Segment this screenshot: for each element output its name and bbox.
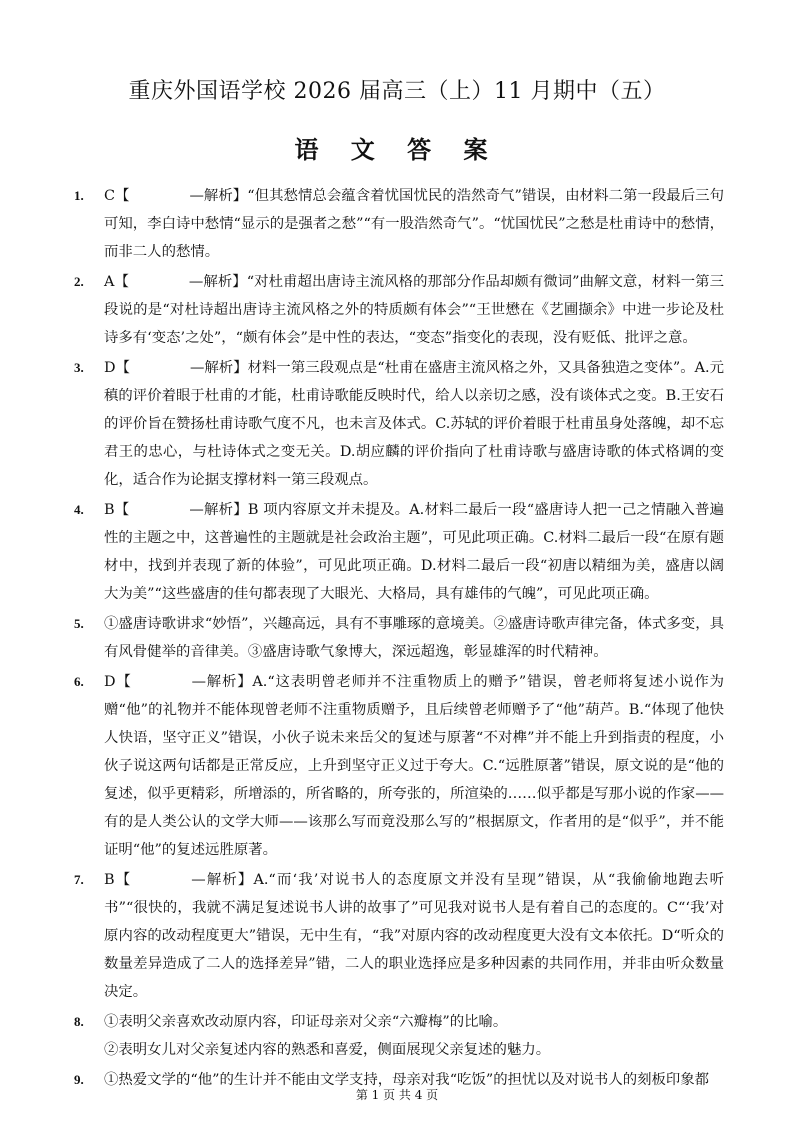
answer-number: 2. [74,274,84,289]
answer-item [74,1008,724,1064]
answer-item [74,354,724,494]
answer-body: ①热爱文学的“他”的生计并不能由文学支持，母亲对我“吃饭”的担忧以及对说书人的刻板印象都 [104,1072,710,1088]
answer-body: —解析】A.“而‘我’对说书人的态度原文并没有呈现”错误，从“我偷偷地跑去听书”“很快的，我就不满足复述说书人讲的故事了”可见我对说书人是有着自己的态度的。C“‘我’对原内容的改动程度更大”错误，无中生有，“我”对原内容的改动程度更大没有文本依托。D“听众的数量差异造成了二人的选择差异”错，二人的职业选择应是多种因素的共同作用，并非由听众数量决定。 [104,872,724,1000]
answer-body-second: ②表明女儿对父亲复述内容的熟悉和喜爱，侧面展现父亲复述的魅力。 [104,1042,551,1058]
answer-text [104,1008,724,1064]
answer-body: —解析】B 项内容原文并未提及。A.材料二最后一段“盛唐诗人把一己之情融入普遍性的主题之中，这普遍性的主题就是社会政治主题”，可见此项正确。C.材料二最后一段“在原有题材中，找到并表现了新的体验”，可见此项正确。D.材料二最后一段“初唐以精细为美，盛唐以阔大为美”“这些盛唐的佳句都表现了大眼光、大格局，具有雄伟的气魄”，可见此项正确。 [104,502,724,602]
answer-item [74,496,724,608]
answer-text [104,268,724,352]
answer-item [74,182,724,266]
answer-body: ①表明父亲喜欢改动原内容，印证母亲对父亲“六瓣梅”的比喻。 [104,1014,508,1030]
answer-body: ①盛唐诗歌讲求“妙悟”，兴趣高远，具有不事雕琢的意境美。②盛唐诗歌声律完备，体式多变，具有风骨健举的音律美。③盛唐诗歌气象博大，深远超逸，彰显雄浑的时代精神。 [104,616,724,660]
answer-body: —解析】“但其愁情总会蕴含着忧国忧民的浩然奇气”错误，由材料二第一段最后三句可知，李白诗中愁情“显示的是强者之愁”“有一股浩然奇气”。“忧国忧民”之愁是杜甫诗中的愁情，而非二人的愁情。 [104,188,724,260]
answer-number: 8. [74,1014,84,1029]
answer-body: —解析】“对杜甫超出唐诗主流风格的那部分作品却颇有微词”曲解文意，材料一第三段说的是“对杜诗超出唐诗主流风格之外的特质颇有体会”“王世懋在《艺圃撷余》中进一步论及杜诗多有‘变态’之处”，“颇有体会”是中性的表达，“变态”指变化的表现，没有贬低、批评之意。 [104,274,724,346]
answer-choice: C【 [104,188,130,204]
answer-item [74,268,724,352]
answer-number: 4. [74,502,84,517]
answer-number: 1. [74,188,84,203]
answer-choice: B【 [104,502,130,518]
answer-text [104,866,724,1006]
document-subtitle: 语 文 答 案 [294,135,500,164]
answer-text [104,668,724,864]
answer-item [74,866,724,1006]
answer-number: 5. [74,616,84,631]
answer-text [104,496,724,608]
answer-choice: A【 [104,274,129,290]
answer-number: 9. [74,1072,84,1087]
answer-choice: D【 [104,674,132,690]
answer-choice: B【 [104,872,132,888]
answer-choice: D【 [104,360,130,376]
answer-text [104,610,724,666]
answer-body: —解析】材料一第三段观点是“杜甫在盛唐主流风格之外，又具备独造之变体”。A.元稹的评价着眼于杜甫的才能，杜甫诗歌能反映时代，给人以亲切之感，没有谈体式之变。B.王安石的评价旨在赞扬杜甫诗歌气度不凡，也未言及体式。C.苏轼的评价着眼于杜甫虽身处落魄，却不忘君王的忠心，与杜诗体式之变无关。D.胡应麟的评价指向了杜甫诗歌与盛唐诗歌的体式格调的变化，适合作为论据支撑材料一第三段观点。 [104,360,724,488]
answer-item [74,668,724,864]
answer-number: 3. [74,360,84,375]
answer-text [104,182,724,266]
answer-item [74,610,724,666]
answer-number: 7. [74,872,84,887]
document-title: 重庆外国语学校 2026 届高三（上）11 月期中（五） [128,79,666,104]
answer-list [74,182,724,1096]
page-footer: 第 1 页 共 4 页 [355,1088,439,1102]
answer-text [104,354,724,494]
answer-body: —解析】A.“这表明曾老师并不注重物质上的赠予”错误，曾老师将复述小说作为赠“他”的礼物并不能体现曾老师不注重物质赠予，且后续曾老师赠予了“他”葫芦。B.“体现了他快人快语，坚守正义”错误，小伙子说未来岳父的复述与原著“不对榫”并不能上升到指责的程度，小伙子说这两句话都是正常反应，上升到坚守正义过于夸大。C.“远胜原著”错误，原文说的是“他的复述，似乎更精彩，所增添的，所省略的，所夸张的，所渲染的……似乎都是写那小说的作家——有的是人类公认的文学大师——该那么写而竟没那么写的”根据原文，作者用的是“似乎”，并不能证明“他”的复述远胜原著。 [104,674,724,858]
answer-number: 6. [74,674,84,689]
